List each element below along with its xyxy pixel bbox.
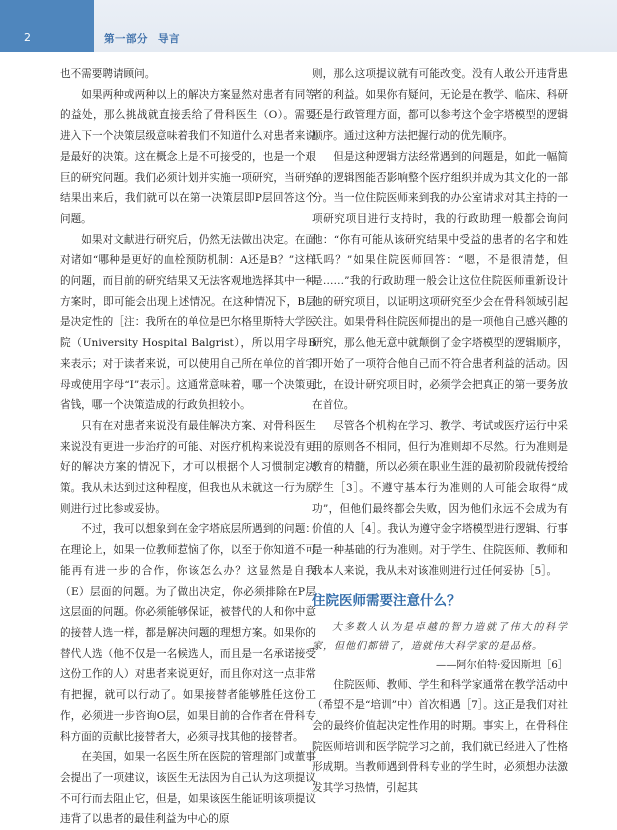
paragraph: 只有在对患者来说没有最佳解决方案、对骨科医生来说没有更进一步治疗的可能、对医疗机构来说没有更好的解决方案的情况下，才可以根据个人习惯制定决策。我从未达到过这种程度，但我也从未就这一行为原则进行过比参或妥协。	[60, 419, 316, 515]
paragraph: 不过，我可以想象到在金字塔底层所遇到的问题：在理论上，如果一位教师惹恼了你，以至于你知道不可能再有进一步的合作，你该怎么办？这显然是自我（E）层面的问题。为了做出决定，你必须排除在P层这层面的问题。你必须能够保证，被替代的人和你中意的接替人选一样，都是解决问题的理想方案。如果你的替代人选（他不仅是一名候选人，而且是一名承诺接受这份工作的人）对患者来说更好，而且你对这一点非常有把握，就可以行动了。如果接替者能够胜任这份工作，必须进一步咨询O层，如果目前的合作者在骨科专科方面的贡献比接替者大，必须寻找其他的接替者。	[60, 523, 316, 743]
part-label: 第一部分	[104, 33, 148, 45]
section-heading: 住院医师需要注意什么？	[312, 592, 461, 609]
paragraph: 尽管各个机构在学习、教学、考试或医疗运行中采用的原则各不相同，但行为准则却不尽然。行为准则是教育的精髓，所以必须在职业生涯的最初阶段就传授给学生［3］。不遵守基本行为准则的人可能会取得“成功”，但他们最终都会失败，因为他们永远不会成为有价值的人［4］。我认为遵守金字塔模型进行逻辑、行事是一种基础的行为准则。对于学生、住院医师、教师和我本人来说，我从未对该准则进行过任何妥协［5］。	[312, 419, 568, 577]
epigraph-quote: 大多数人认为是卓越的智力造就了伟大的科学家，但他们都错了，造就伟大科学家的是品格。	[312, 621, 568, 652]
paragraph: 如果两种或两种以上的解决方案显然对患者有同等的益处，那么挑战就直接丢给了骨科医生（O）。需要进入下一个决策层级意味着我们不知道什么对患者来说是最好的决策。这在概念上是不可接受的，也是一个艰巨的研究问题。我们必须计划并实施一项研究，当研究结果出来后，我们就可以在第一决策层即P层回答这个问题。	[60, 88, 316, 225]
right-column	[312, 64, 568, 799]
page-number-box	[0, 0, 94, 52]
paragraph: 也不需要聘请顾问。	[60, 68, 156, 80]
left-column	[60, 64, 316, 830]
paragraph: 但是这种逻辑方法经常遇到的问题是，如此一幅简单的逻辑图能否影响整个医疗组织并成为其文化的一部分。当一位住院医师来到我的办公室请求对其主持的一项研究项目进行支持时，我的行政助理一般都会询问他：“你有可能从该研究结果中受益的患者的名字和姓氏吗？”如果住院医师回答：“嗯，不是很清楚，但是……”我的行政助理一般会让这位住院医师重新设计他的研究项目，以证明这项研究至少会在骨科领域引起关注。如果骨科住院医师提出的是一项他自己感兴趣的研究，那么他无意中就颠倒了金字塔模型的逻辑顺序，即开始了一项符合他自己而不符合患者利益的活动。因此，在设计研究项目时，必须学会把真正的第一要务放在首位。	[312, 150, 568, 412]
paragraph: 则，那么这项提议就有可能改变。没有人敢公开违背患者的利益。如果你有疑问，无论是在教学、临床、科研还是行政管理方面，都可以参考这个金字塔模型的逻辑顺序。通过这种方法把握行动的优先顺序。	[312, 68, 568, 143]
paragraph: 住院医师、教师、学生和科学家通常在教学活动中（希望不是“培训”中）首次相遇［7］。这正是我们对社会的最终价值起决定性作用的时期。事实上，在骨科住院医师培训和医学院学习之前，我们就已经进入了性格形成期。当教师遇到骨科专业的学生时，必须想办法激发其学习热情，引起其	[312, 678, 568, 795]
page-number: 2	[24, 31, 31, 44]
paragraph: 在美国，如果一名医生所在医院的管理部门或董事会提出了一项建议，该医生无法因为自己认为这项提议不可行而去阻止它，但是，如果该医生能证明该项提议违背了以患者的最佳利益为中心的原	[60, 751, 316, 826]
chapter-label: 导言	[158, 33, 180, 45]
running-head	[104, 31, 180, 46]
paragraph: 如果对文献进行研究后，仍然无法做出决定。在面对诸如“哪种是更好的血栓预防机制：A还是B？”这样的问题，而目前的研究结果又无法客观地选择其中一种方案时，即可能会出现上述情况。在这种情况下，B层是决定性的［注：我所在的单位是巴尔格里斯特大学医院（University Hospital Balgrist），所以用字母B来表示；对于读者来说，可以使用自己所在单位的首字母或使用字母“I”表示］。这通常意味着，哪一个决策更省钱，哪一个决策造成的行政负担较小。	[60, 233, 316, 412]
epigraph-source: ——阿尔伯特·爱因斯坦［6］	[436, 659, 568, 671]
